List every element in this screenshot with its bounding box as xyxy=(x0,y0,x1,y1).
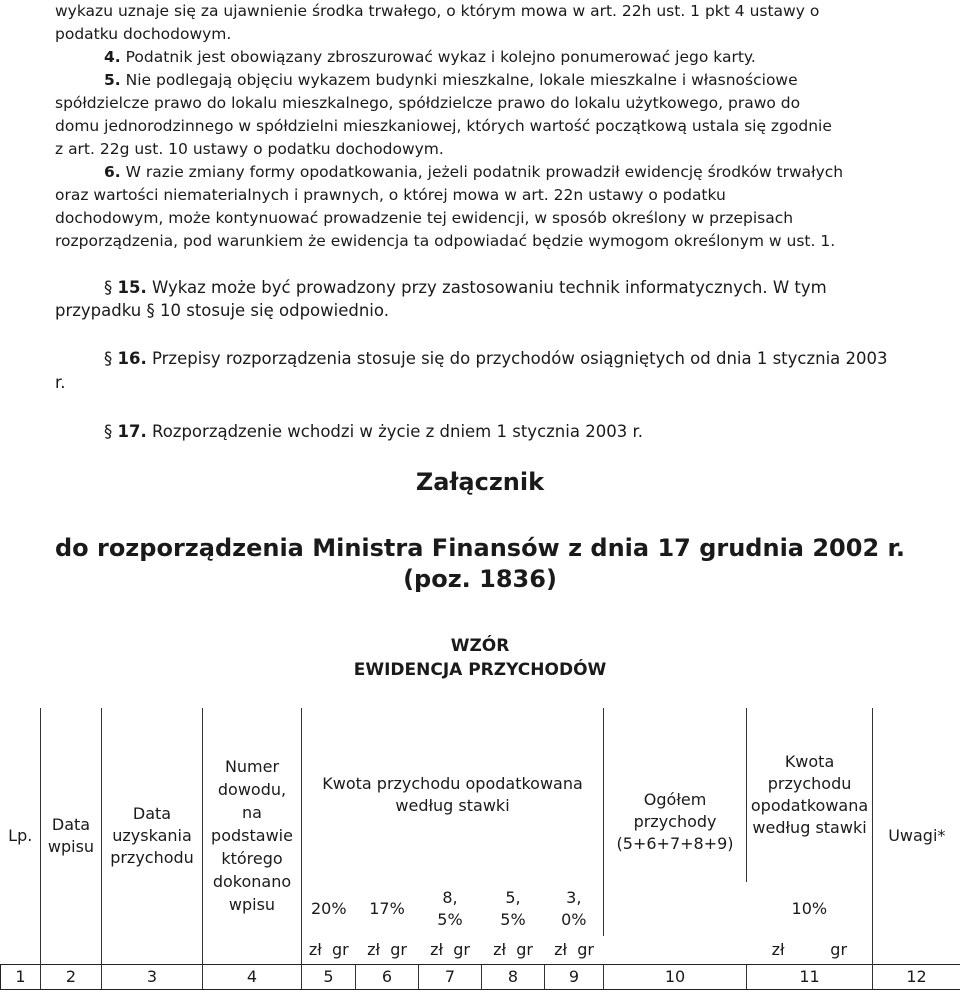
section-17 xyxy=(104,420,643,443)
rate-label: 3, 0% xyxy=(561,888,587,929)
header-label: (5+6+7+8+9) xyxy=(616,834,734,853)
rate-cell xyxy=(747,882,873,936)
column-index: 12 xyxy=(873,964,960,989)
currency-zl: zł xyxy=(430,939,444,959)
header-label: dokonano xyxy=(212,872,292,892)
column-index: 4 xyxy=(203,964,302,989)
paragraph-continuation-line: wykazu uznaje się za ujawnienie środka trwałego, o którym mowa w art. 22h ust. 1 pkt 4 ustawy o xyxy=(55,2,820,20)
currency-gr: gr xyxy=(390,939,407,959)
section-sign: § xyxy=(146,301,155,320)
currency-cell xyxy=(482,936,545,964)
header-label: Numer xyxy=(224,757,280,777)
column-index: 7 xyxy=(419,964,482,989)
column-index-row xyxy=(1,964,960,989)
rate-label: 8, 5% xyxy=(437,888,463,929)
currency-gr: gr xyxy=(331,939,349,959)
section-text: Przepisy rozporządzenia stosuje się do przychodów osiągniętych od dnia 1 stycznia 2003 xyxy=(151,349,888,368)
header-uwagi xyxy=(873,708,960,964)
header-label: wpisu xyxy=(228,895,276,915)
paragraph-continuation-line: podatku dochodowym. xyxy=(55,25,232,43)
section-text: Wykaz może być prowadzony przy zastosowaniu technik informatycznych. W tym xyxy=(151,278,827,297)
currency-gr: gr xyxy=(577,939,594,959)
header-kwota-10 xyxy=(747,708,873,882)
point-text: Podatnik jest obowiązany zbroszurować wykaz i kolejno ponumerować jego karty. xyxy=(125,48,756,66)
rate-cell xyxy=(419,882,482,936)
annex-reference-text: (poz. 1836) xyxy=(403,565,557,593)
point-6 xyxy=(104,161,843,184)
header-data-wpisu xyxy=(41,708,102,964)
header-label: według stawki xyxy=(752,818,867,837)
section-16-tail: r. xyxy=(55,373,66,392)
header-label: podstawie xyxy=(211,826,293,846)
currency-gr: gr xyxy=(830,939,848,959)
currency-zl: zł xyxy=(308,939,322,959)
column-index: 8 xyxy=(482,964,545,989)
point-5 xyxy=(104,69,798,92)
point-4 xyxy=(104,46,756,69)
form-title: EWIDENCJA PRZYCHODÓW xyxy=(353,660,607,680)
point-number: 6. xyxy=(104,163,121,181)
rate-cell xyxy=(482,882,545,936)
header-label: przychodu xyxy=(110,847,194,867)
header-label: Data xyxy=(51,814,91,834)
currency-cell xyxy=(356,936,419,964)
currency-cell xyxy=(604,936,747,964)
header-ogolem xyxy=(604,708,747,936)
section-number: 15. xyxy=(117,278,147,297)
currency-zl: zł xyxy=(493,939,507,959)
header-numer-dowodu xyxy=(203,708,302,964)
header-label: przychody xyxy=(633,812,717,831)
header-label: Lp. xyxy=(8,825,33,845)
header-label: na xyxy=(242,803,262,823)
currency-zl: zł xyxy=(554,939,568,959)
rate-cell xyxy=(356,882,419,936)
currency-cell xyxy=(747,936,873,964)
currency-zl: zł xyxy=(771,939,785,959)
point-5-line: domu jednorodzinnego w spółdzielni mieszkaniowej, których wartość początkową ustala się zgodnie xyxy=(55,117,832,135)
point-5-line: spółdzielcze prawo do lokalu mieszkalnego, spółdzielcze prawo do lokalu użytkowego, prawo do xyxy=(55,94,801,112)
header-label: uzyskania xyxy=(112,825,192,845)
point-text: Nie podlegają objęciu wykazem budynki mieszkalne, lokale mieszkalne i własnościowe xyxy=(125,71,798,89)
column-index: 3 xyxy=(102,964,203,989)
section-text: 10 stosuje się odpowiednio. xyxy=(160,301,389,320)
header-label: wpisu xyxy=(47,836,95,856)
column-index: 5 xyxy=(302,964,356,989)
header-kwota-group xyxy=(302,708,604,882)
section-sign: § xyxy=(104,278,113,297)
column-index: 11 xyxy=(747,964,873,989)
section-number: 16. xyxy=(117,349,147,368)
currency-gr: gr xyxy=(516,939,533,959)
section-text: przypadku xyxy=(55,301,142,320)
section-sign: § xyxy=(104,422,113,441)
point-text: W razie zmiany formy opodatkowania, jeżeli podatnik prowadził ewidencję środków trwałych xyxy=(125,163,844,181)
header-label: przychodu xyxy=(767,774,852,793)
income-ledger-table xyxy=(0,708,960,990)
header-label: Ogółem xyxy=(643,790,707,809)
header-label: Kwota przychodu opodatkowana xyxy=(322,774,583,793)
point-6-line: rozporządzenia, pod warunkiem że ewidencja ta odpowiadać będzie wymogom określonym w ust. 1. xyxy=(55,232,836,250)
currency-cell xyxy=(419,936,482,964)
currency-cell xyxy=(302,936,356,964)
rate-cell xyxy=(545,882,604,936)
rate-label: 17% xyxy=(369,899,405,918)
header-label: którego xyxy=(221,849,283,869)
header-row xyxy=(1,708,960,882)
currency-zl: zł xyxy=(367,939,381,959)
annex-title: Załącznik xyxy=(415,468,545,496)
header-label: Uwagi* xyxy=(888,825,946,845)
column-index: 1 xyxy=(1,964,41,989)
point-6-line: oraz wartości niematerialnych i prawnych, o której mowa w art. 22n ustawy o podatku xyxy=(55,186,726,204)
header-label: Data xyxy=(132,803,172,823)
header-label: według stawki xyxy=(395,796,510,815)
header-label: opodatkowana xyxy=(750,796,869,815)
point-5-line: z art. 22g ust. 10 ustawy o podatku dochodowym. xyxy=(55,140,444,158)
form-label: WZÓR xyxy=(450,636,510,656)
point-number: 4. xyxy=(104,48,121,66)
point-number: 5. xyxy=(104,71,121,89)
header-label: dowodu, xyxy=(217,780,287,800)
currency-cell xyxy=(545,936,604,964)
rate-cell xyxy=(302,882,356,936)
rate-label: 5, 5% xyxy=(500,888,526,929)
annex-reference xyxy=(0,563,960,595)
column-index: 10 xyxy=(604,964,747,989)
section-15-line xyxy=(55,299,389,322)
section-text: Rozporządzenie wchodzi w życie z dniem 1 stycznia 2003 r. xyxy=(151,422,643,441)
section-number: 17. xyxy=(117,422,147,441)
currency-gr: gr xyxy=(453,939,470,959)
header-lp xyxy=(1,708,41,964)
header-data-uzyskania xyxy=(102,708,203,964)
rate-label: 20% xyxy=(310,899,347,918)
point-6-line: dochodowym, może kontynuować prowadzenie tej ewidencji, w sposób określony w przepisach xyxy=(55,209,794,227)
section-15 xyxy=(104,276,827,299)
column-index: 9 xyxy=(545,964,604,989)
section-sign: § xyxy=(104,349,113,368)
rate-label: 10% xyxy=(791,899,828,918)
section-16 xyxy=(104,347,888,370)
annex-subtitle: do rozporządzenia Ministra Finansów z dnia 17 grudnia 2002 r. xyxy=(54,534,906,562)
column-index: 6 xyxy=(356,964,419,989)
header-label: Kwota xyxy=(784,752,835,771)
column-index: 2 xyxy=(41,964,102,989)
